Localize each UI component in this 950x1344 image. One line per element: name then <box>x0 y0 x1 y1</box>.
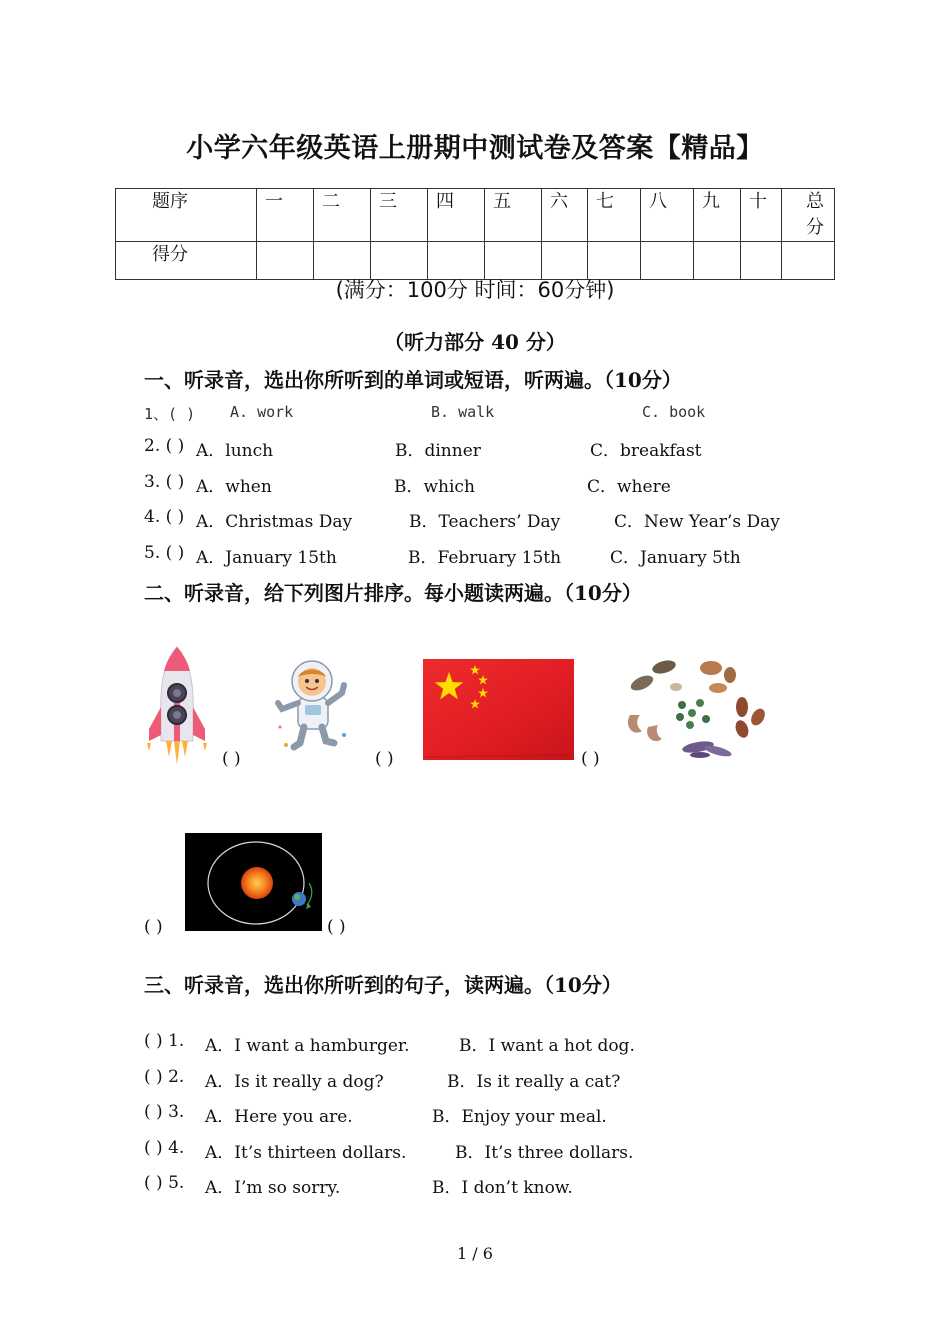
question-number[interactable]: 3. ( ) <box>144 472 185 492</box>
question-number[interactable]: ( ) 2. <box>144 1067 185 1087</box>
answer-blank[interactable]: ( ) <box>375 749 394 769</box>
answer-blank[interactable]: ( ) <box>581 749 600 769</box>
option-b: B. walk <box>431 403 495 421</box>
option-c: C. book <box>642 403 706 421</box>
question-number[interactable]: ( ) 3. <box>144 1102 185 1122</box>
option-b: B．February 15th <box>408 548 562 568</box>
option-c: C．January 5th <box>610 548 741 568</box>
question-row <box>144 507 844 532</box>
question-number[interactable]: ( ) 1. <box>144 1031 185 1051</box>
question-row <box>144 436 844 461</box>
solar-orbit-icon <box>185 833 322 931</box>
astronaut-icon <box>272 657 354 755</box>
exam-info: (满分：100分 时间：60分钟) <box>335 278 615 302</box>
header-cell: 二 <box>314 189 371 242</box>
option-c: C．breakfast <box>590 441 702 461</box>
header-cell: 三 <box>371 189 428 242</box>
score-table <box>115 188 835 280</box>
header-cell: 题序 <box>116 189 257 242</box>
option-a: A．I want a hamburger. <box>205 1036 410 1056</box>
option-a: A．lunch <box>196 441 274 461</box>
option-b: B．I don’t know. <box>432 1178 573 1198</box>
option-b: B．I want a hot dog. <box>459 1036 635 1056</box>
option-c: C．New Year’s Day <box>614 512 780 532</box>
option-a: A．January 15th <box>196 548 337 568</box>
section1-heading: 一、听录音，选出你所听到的单词或短语，听两遍。（10分） <box>144 368 682 392</box>
answer-blank[interactable]: ( ) <box>144 917 163 937</box>
option-b: B．It’s three dollars. <box>455 1143 634 1163</box>
option-a: A．Here you are. <box>205 1107 353 1127</box>
question-number[interactable]: ( ) 5. <box>144 1173 185 1193</box>
question-row <box>144 472 844 497</box>
header-cell: 九 <box>694 189 741 242</box>
seeds-icon <box>620 655 770 765</box>
question-row <box>144 1173 844 1198</box>
question-row <box>144 543 844 568</box>
header-cell: 总分 <box>782 189 835 242</box>
option-b: B．dinner <box>395 441 481 461</box>
score-table-header-row <box>116 189 835 242</box>
row-label-cell: 得分 <box>116 242 257 280</box>
answer-blank[interactable]: ( ) <box>222 749 241 769</box>
question-number[interactable]: 5. ( ) <box>144 543 185 563</box>
option-b: B．Enjoy your meal. <box>432 1107 607 1127</box>
rocket-icon <box>144 645 210 767</box>
question-number[interactable]: 1、( ) <box>144 405 196 423</box>
header-cell: 十 <box>741 189 782 242</box>
header-cell: 一 <box>257 189 314 242</box>
header-cell: 七 <box>588 189 641 242</box>
question-row <box>144 1067 844 1092</box>
option-a: A．It’s thirteen dollars. <box>205 1143 407 1163</box>
question-row <box>144 403 844 425</box>
question-row <box>144 1138 844 1163</box>
question-number[interactable]: 4. ( ) <box>144 507 185 527</box>
section3-heading: 三、听录音，选出你所听到的句子，读两遍。（10分） <box>144 973 622 997</box>
listening-note: （听力部分 40 分） <box>384 330 566 354</box>
option-a: A．Christmas Day <box>196 512 353 532</box>
option-a: A. work <box>230 403 294 421</box>
page-number: 1 / 6 <box>457 1244 493 1263</box>
question-row <box>144 1031 844 1056</box>
question-number[interactable]: ( ) 4. <box>144 1138 185 1158</box>
option-a: A．I’m so sorry. <box>205 1178 341 1198</box>
option-b: B．Teachers’ Day <box>409 512 561 532</box>
page-title: 小学六年级英语上册期中测试卷及答案【精品】 <box>186 133 764 164</box>
option-c: C．where <box>587 477 671 497</box>
option-b: B．which <box>394 477 475 497</box>
section2-heading: 二、听录音，给下列图片排序。每小题读两遍。（10分） <box>144 581 642 605</box>
option-a: A．Is it really a dog? <box>205 1072 384 1092</box>
header-cell: 八 <box>641 189 694 242</box>
header-cell: 四 <box>428 189 485 242</box>
question-number[interactable]: 2. ( ) <box>144 436 185 456</box>
option-a: A．when <box>196 477 272 497</box>
answer-blank[interactable]: ( ) <box>327 917 346 937</box>
header-cell: 六 <box>542 189 588 242</box>
header-cell: 五 <box>485 189 542 242</box>
question-row <box>144 1102 844 1127</box>
china-flag-icon <box>423 659 574 760</box>
option-b: B．Is it really a cat? <box>447 1072 621 1092</box>
